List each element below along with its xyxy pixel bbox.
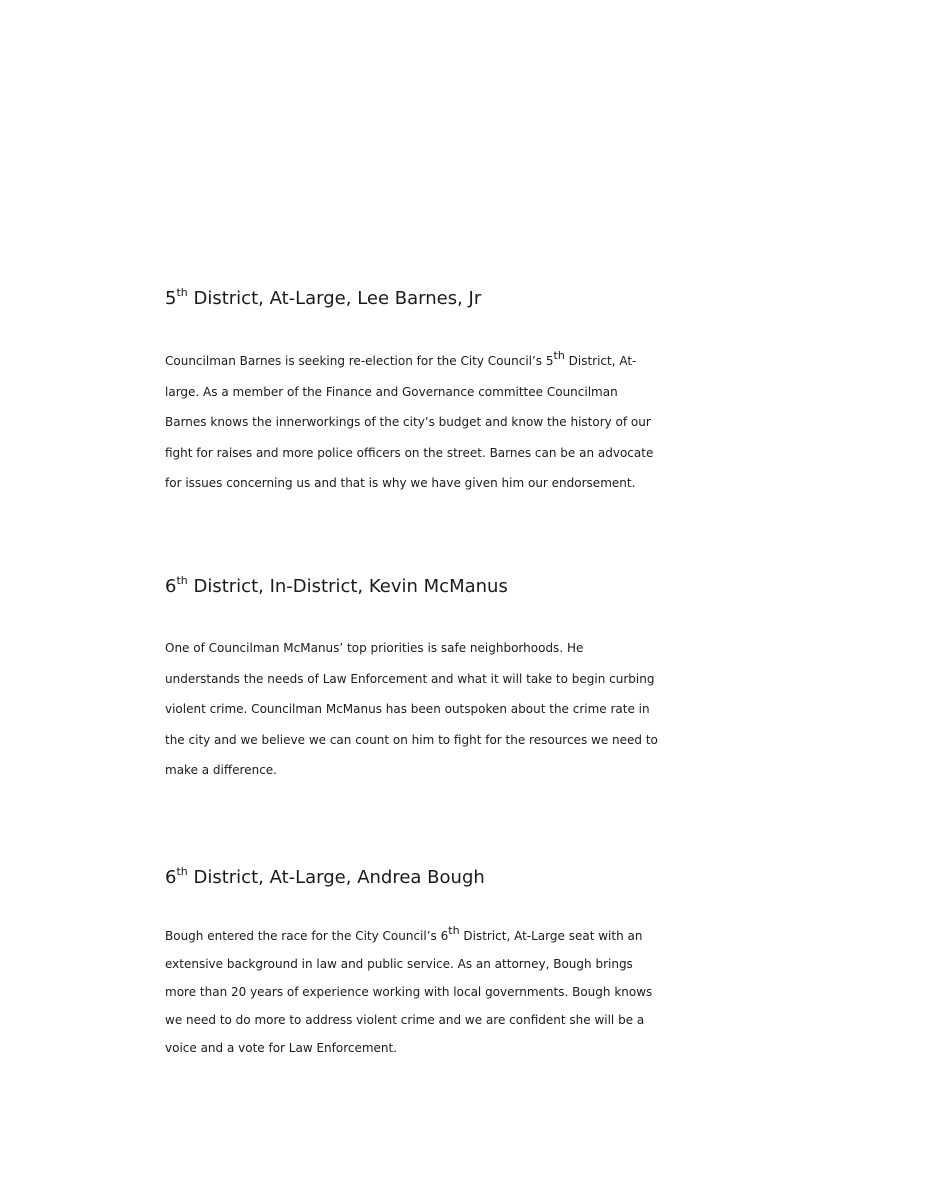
- line-text: District, At-: [564, 354, 637, 368]
- heading-text: 6: [165, 576, 177, 597]
- section-paragraph-barnes: [165, 346, 885, 499]
- paragraph-line: fight for raises and more police officers on the street. Barnes can be an advocate: [165, 445, 654, 460]
- line-superscript: th: [553, 349, 565, 362]
- heading-superscript: th: [176, 286, 188, 299]
- line-text: Bough entered the race for the City Council’s 6: [165, 929, 449, 943]
- line-text: Councilman Barnes is seeking re-election for the City Council’s 5: [165, 354, 554, 368]
- heading-text: District, At-Large, Andrea Bough: [187, 867, 485, 888]
- heading-text: 6: [165, 867, 177, 888]
- paragraph-line: make a difference.: [165, 763, 277, 777]
- section-heading-barnes: [165, 286, 481, 312]
- heading-text: District, At-Large, Lee Barnes, Jr: [187, 288, 482, 309]
- paragraph-line: for issues concerning us and that is why we have given him our endorsement.: [165, 476, 636, 490]
- paragraph-line: the city and we believe we can count on him to fight for the resources we need to: [165, 732, 658, 747]
- heading-text: District, In-District, Kevin McManus: [187, 576, 508, 597]
- paragraph-line: large. As a member of the Finance and Governance committee Councilman: [165, 384, 618, 399]
- paragraph-line: [165, 346, 885, 377]
- section-paragraph-mcmanus: [165, 633, 885, 786]
- paragraph-line: Barnes knows the innerworkings of the city’s budget and know the history of our: [165, 415, 651, 429]
- paragraph-line: understands the needs of Law Enforcement and what it will take to begin curbing: [165, 671, 655, 686]
- section-heading-mcmanus: [165, 574, 508, 600]
- paragraph-line: voice and a vote for Law Enforcement.: [165, 1041, 398, 1055]
- heading-superscript: th: [176, 574, 188, 587]
- paragraph-line: more than 20 years of experience working with local governments. Bough knows: [165, 985, 653, 999]
- paragraph-line: violent crime. Councilman McManus has been outspoken about the crime rate in: [165, 702, 650, 716]
- paragraph-line: One of Councilman McManus’ top priorities is safe neighborhoods. He: [165, 641, 584, 655]
- heading-superscript: th: [176, 865, 188, 878]
- paragraph-line: [165, 922, 885, 950]
- paragraph-line: we need to do more to address violent crime and we are confident she will be a: [165, 1013, 645, 1027]
- paragraph-line: extensive background in law and public service. As an attorney, Bough brings: [165, 957, 633, 971]
- heading-text: 5: [165, 288, 177, 309]
- section-paragraph-bough: [165, 922, 885, 1062]
- line-superscript: th: [448, 924, 460, 937]
- section-heading-bough: [165, 865, 485, 891]
- line-text: District, At-Large seat with an: [459, 929, 643, 943]
